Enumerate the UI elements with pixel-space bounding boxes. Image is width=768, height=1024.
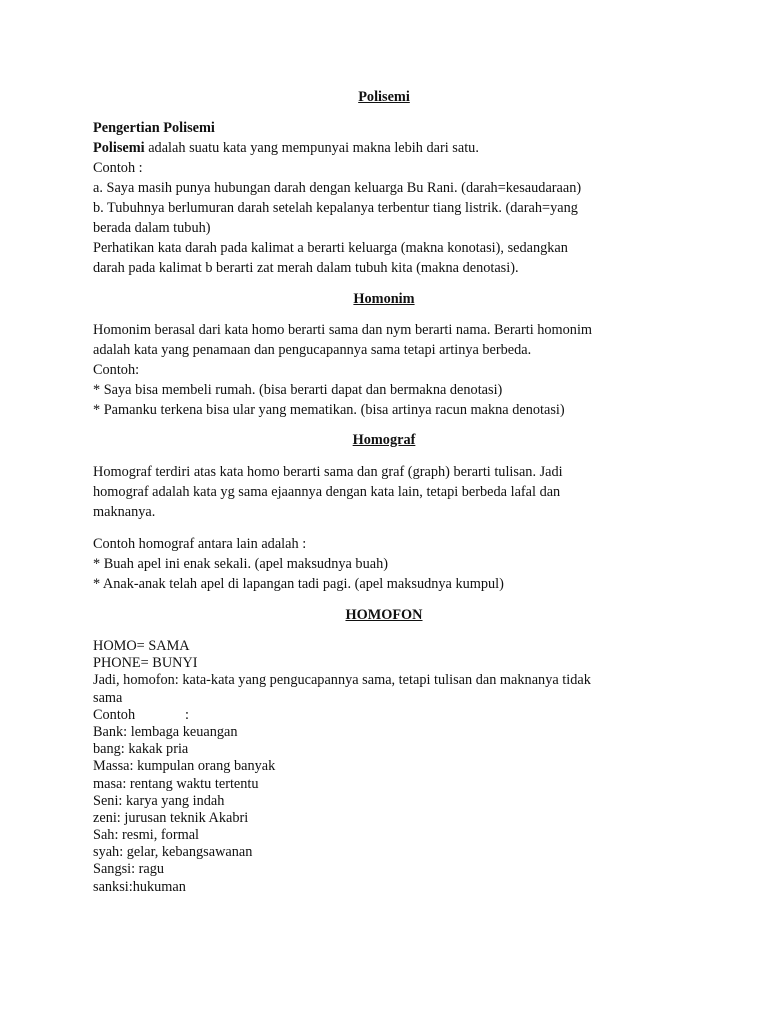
list-item: zeni: jurusan teknik Akabri xyxy=(93,809,249,826)
homofon-phone-line: PHONE= BUNYI xyxy=(93,655,198,672)
homonim-example-2: * Pamanku terkena bisa ular yang mematikan. (bisa artinya racun makna denotasi) xyxy=(93,402,565,418)
homonim-example-1: * Saya bisa membeli rumah. (bisa berarti dapat dan bermakna denotasi) xyxy=(93,382,503,398)
homofon-homo-line: HOMO= SAMA xyxy=(93,638,190,654)
heading-polisemi: Polisemi xyxy=(358,89,410,105)
section-homofon xyxy=(93,638,683,896)
homograf-contoh-label: Contoh homograf antara lain adalah : xyxy=(93,536,307,552)
section-polisemi xyxy=(93,118,683,278)
definition-term: Polisemi xyxy=(93,140,145,156)
homonim-paragraph-line1: Homonim berasal dari kata homo berarti sama dan nym berarti nama. Berarti homonim xyxy=(93,322,593,338)
polisemi-definition: Polisemi adalah suatu kata yang mempunyai makna lebih dari satu. xyxy=(93,140,479,156)
list-item: Sah: resmi, formal xyxy=(93,827,200,844)
section-homonim xyxy=(93,320,683,420)
homofon-contoh-label: Contoh xyxy=(93,706,136,723)
homofon-contoh-line xyxy=(93,707,683,724)
homonim-paragraph-line2: adalah kata yang penamaan dan pengucapannya sama tetapi artinya berbeda. xyxy=(93,342,532,358)
list-item: Massa: kumpulan orang banyak xyxy=(93,758,276,775)
section-homograf xyxy=(93,462,683,522)
polisemi-example-b-line2: berada dalam tubuh) xyxy=(93,220,211,236)
homograf-example-1: * Buah apel ini enak sekali. (apel maksudnya buah) xyxy=(93,556,388,572)
homonim-contoh-label: Contoh: xyxy=(93,362,140,378)
homofon-definition-line2: sama xyxy=(93,689,123,706)
polisemi-contoh-label: Contoh : xyxy=(93,160,143,176)
homofon-definition-line1: Jadi, homofon: kata-kata yang pengucapannya sama, tetapi tulisan dan maknanya tidak xyxy=(93,672,591,689)
section-homograf-examples xyxy=(93,534,683,594)
homograf-paragraph-line1: Homograf terdiri atas kata homo berarti sama dan graf (graph) berarti tulisan. Jadi xyxy=(93,464,563,480)
polisemi-example-a: a. Saya masih punya hubungan darah dengan keluarga Bu Rani. (darah=kesaudaraan) xyxy=(93,180,582,196)
homograf-example-2: * Anak-anak telah apel di lapangan tadi pagi. (apel maksudnya kumpul) xyxy=(93,576,504,592)
subtitle-pengertian-polisemi: Pengertian Polisemi xyxy=(93,120,215,136)
heading-homonim: Homonim xyxy=(353,291,415,307)
list-item: Sangsi: ragu xyxy=(93,861,165,878)
polisemi-example-b-line1: b. Tubuhnya berlumuran darah setelah kepalanya terbentur tiang listrik. (darah=yang xyxy=(93,200,578,216)
homofon-contoh-colon: : xyxy=(185,706,189,723)
heading-homofon: HOMOFON xyxy=(345,607,423,623)
list-item: sanksi:hukuman xyxy=(93,878,186,895)
polisemi-note-line2: darah pada kalimat b berarti zat merah dalam tubuh kita (makna denotasi). xyxy=(93,260,519,276)
list-item: Bank: lembaga keuangan xyxy=(93,723,238,740)
list-item: masa: rentang waktu tertentu xyxy=(93,775,259,792)
list-item: syah: gelar, kebangsawanan xyxy=(93,844,253,861)
heading-homograf: Homograf xyxy=(352,432,416,448)
list-item: Seni: karya yang indah xyxy=(93,792,225,809)
polisemi-note-line1: Perhatikan kata darah pada kalimat a berarti keluarga (makna konotasi), sedangkan xyxy=(93,240,568,256)
homograf-paragraph-line2: homograf adalah kata yg sama ejaannya dengan kata lain, tetapi berbeda lafal dan xyxy=(93,484,561,500)
homograf-paragraph-line3: maknanya. xyxy=(93,504,156,520)
list-item: bang: kakak pria xyxy=(93,741,189,758)
